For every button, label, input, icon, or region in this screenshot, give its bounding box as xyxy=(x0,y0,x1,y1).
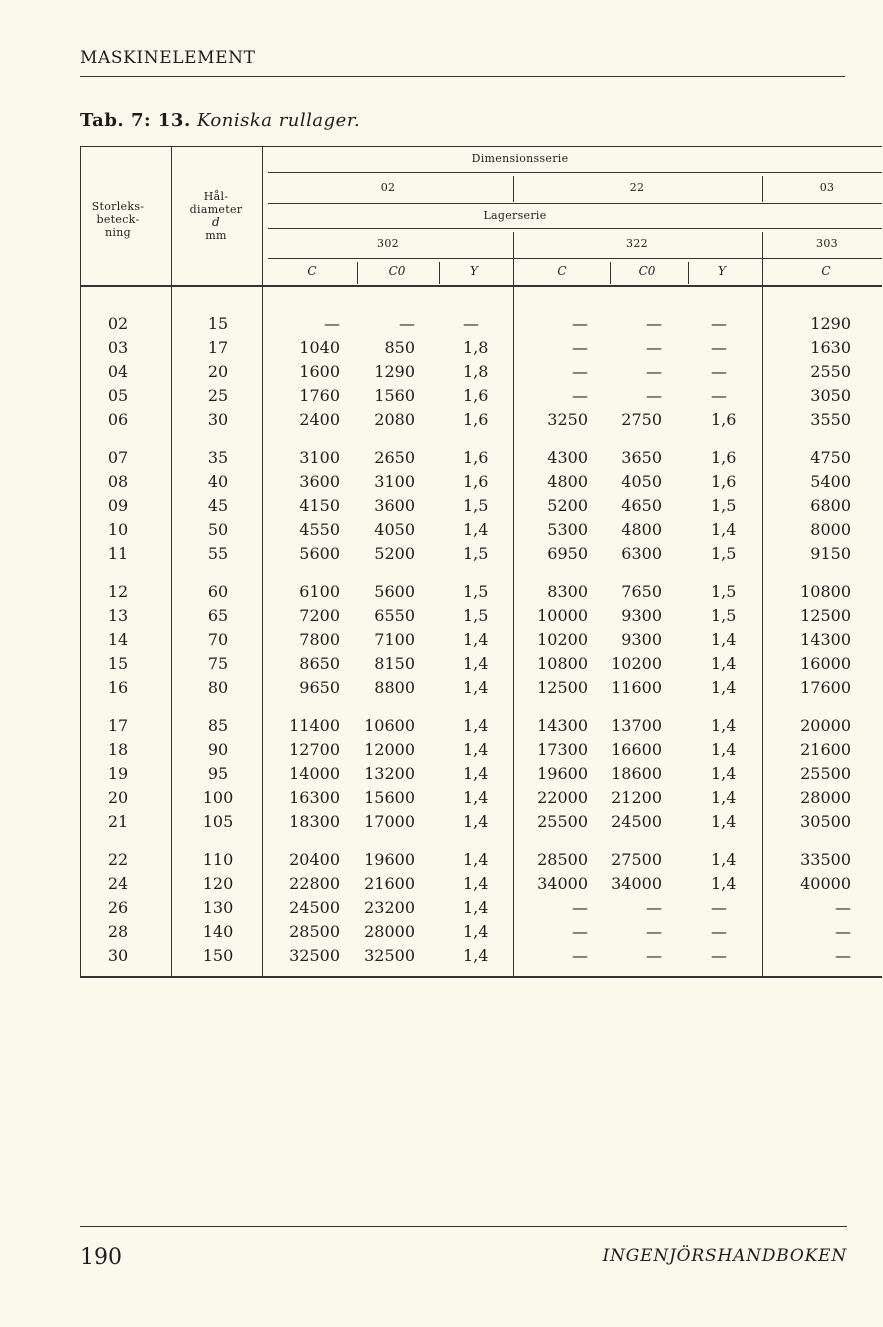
cell-c-303: 5400 xyxy=(810,472,851,491)
cell-y-322: — xyxy=(711,386,727,405)
dimension-series-03: 03 xyxy=(819,181,835,194)
dimension-series-heading: Dimensionsserie xyxy=(471,152,569,165)
cell-bore: 95 xyxy=(207,764,229,783)
footer-rule xyxy=(80,1226,847,1227)
cell-c-322: 17300 xyxy=(537,740,588,759)
cell-bore: 75 xyxy=(207,654,229,673)
cell-c-303: 12500 xyxy=(800,606,851,625)
cell-y-322: 1,5 xyxy=(711,606,737,625)
bearing-series-302: 302 xyxy=(377,237,399,250)
cell-y-302: 1,4 xyxy=(463,850,489,869)
cell-bore: 35 xyxy=(207,448,229,467)
rule-series-22-03 xyxy=(762,176,763,202)
cell-c-302: 12700 xyxy=(289,740,340,759)
cell-c0-322: 6300 xyxy=(621,544,662,563)
cell-c-303: 33500 xyxy=(800,850,851,869)
cell-size: 03 xyxy=(107,338,129,357)
cell-size: 13 xyxy=(107,606,129,625)
cell-c0-302: 1290 xyxy=(374,362,415,381)
cell-c0-322: — xyxy=(646,386,662,405)
cell-c-322: 5200 xyxy=(547,496,588,515)
cell-bore: 50 xyxy=(207,520,229,539)
cell-c0-322: 13700 xyxy=(611,716,662,735)
cell-y-322: 1,4 xyxy=(711,520,737,539)
cell-c0-322: 4800 xyxy=(621,520,662,539)
cell-c0-322: — xyxy=(646,922,662,941)
cell-c0-302: 7100 xyxy=(374,630,415,649)
rule-sub-c-c0-b xyxy=(610,262,611,284)
cell-c0-322: 9300 xyxy=(621,630,662,649)
cell-bore: 140 xyxy=(202,922,234,941)
cell-y-302: 1,4 xyxy=(463,520,489,539)
cell-y-302: 1,4 xyxy=(463,654,489,673)
cell-size: 20 xyxy=(107,788,129,807)
rule-sub-c0-y-b xyxy=(688,262,689,284)
sub-col-c-322: C xyxy=(557,264,567,278)
cell-y-302: 1,5 xyxy=(463,582,489,601)
cell-size: 07 xyxy=(107,448,129,467)
cell-c-322: 8300 xyxy=(547,582,588,601)
rule-below-bearing-label xyxy=(268,228,882,229)
cell-y-302: 1,4 xyxy=(463,764,489,783)
running-header: MASKINELEMENT xyxy=(80,48,256,68)
cell-c-322: 22000 xyxy=(537,788,588,807)
cell-y-302: 1,4 xyxy=(463,922,489,941)
cell-c0-302: 28000 xyxy=(364,922,415,941)
cell-c0-322: 18600 xyxy=(611,764,662,783)
cell-c0-322: 24500 xyxy=(611,812,662,831)
cell-y-322: 1,4 xyxy=(711,788,737,807)
rule-series-02-22 xyxy=(513,176,514,202)
cell-y-302: 1,8 xyxy=(463,338,489,357)
table-left-rule xyxy=(80,146,81,976)
cell-c-322: — xyxy=(572,338,588,357)
cell-y-322: 1,4 xyxy=(711,740,737,759)
cell-c-322: 6950 xyxy=(547,544,588,563)
cell-c0-322: 7650 xyxy=(621,582,662,601)
cell-c-303: 2550 xyxy=(810,362,851,381)
cell-c-302: 6100 xyxy=(299,582,340,601)
cell-size: 24 xyxy=(107,874,129,893)
cell-c-322: 10200 xyxy=(537,630,588,649)
cell-y-322: 1,5 xyxy=(711,544,737,563)
rule-below-dimension-series xyxy=(268,203,882,204)
cell-c0-302: 5200 xyxy=(374,544,415,563)
cell-c0-322: 27500 xyxy=(611,850,662,869)
cell-c-303: — xyxy=(835,946,851,965)
table-number: Tab. 7: 13. xyxy=(80,110,191,131)
cell-c-302: 2400 xyxy=(299,410,340,429)
rule-below-dimension-label xyxy=(268,172,882,173)
cell-c-302: 11400 xyxy=(289,716,340,735)
cell-c-302: 7800 xyxy=(299,630,340,649)
cell-c0-322: 9300 xyxy=(621,606,662,625)
cell-bore: 25 xyxy=(207,386,229,405)
cell-size: 02 xyxy=(107,314,129,333)
cell-bore: 120 xyxy=(202,874,234,893)
cell-y-322: — xyxy=(711,898,727,917)
cell-c-303: 4750 xyxy=(810,448,851,467)
cell-c-302: 18300 xyxy=(289,812,340,831)
cell-c-302: 1600 xyxy=(299,362,340,381)
cell-size: 05 xyxy=(107,386,129,405)
cell-c-303: 28000 xyxy=(800,788,851,807)
cell-c0-322: 16600 xyxy=(611,740,662,759)
cell-bore: 150 xyxy=(202,946,234,965)
dimension-series-22: 22 xyxy=(629,181,645,194)
cell-y-302: 1,6 xyxy=(463,448,489,467)
cell-size: 08 xyxy=(107,472,129,491)
cell-y-322: — xyxy=(711,314,727,333)
cell-c0-322: — xyxy=(646,898,662,917)
cell-c-303: — xyxy=(835,898,851,917)
cell-c0-302: 19600 xyxy=(364,850,415,869)
cell-c-322: 4800 xyxy=(547,472,588,491)
cell-size: 10 xyxy=(107,520,129,539)
bearing-series-322: 322 xyxy=(626,237,648,250)
cell-c-302: 7200 xyxy=(299,606,340,625)
cell-y-322: 1,6 xyxy=(711,448,737,467)
cell-c-322: 19600 xyxy=(537,764,588,783)
cell-c-322: 12500 xyxy=(537,678,588,697)
header-rule xyxy=(80,76,845,77)
cell-c-303: 40000 xyxy=(800,874,851,893)
cell-y-302: 1,4 xyxy=(463,946,489,965)
cell-c-302: 1040 xyxy=(299,338,340,357)
cell-c-302: 14000 xyxy=(289,764,340,783)
cell-c-322: 34000 xyxy=(537,874,588,893)
cell-y-322: 1,4 xyxy=(711,812,737,831)
cell-bore: 60 xyxy=(207,582,229,601)
cell-y-302: 1,4 xyxy=(463,898,489,917)
bearing-series-303: 303 xyxy=(816,237,838,250)
sub-col-y-322: Y xyxy=(718,264,726,278)
bearing-series-heading: Lagerserie xyxy=(483,209,547,222)
cell-c-303: 9150 xyxy=(810,544,851,563)
cell-size: 28 xyxy=(107,922,129,941)
cell-c-322: — xyxy=(572,922,588,941)
cell-size: 15 xyxy=(107,654,129,673)
cell-y-302: 1,4 xyxy=(463,740,489,759)
cell-bore: 30 xyxy=(207,410,229,429)
sub-col-c-302: C xyxy=(307,264,317,278)
cell-size: 18 xyxy=(107,740,129,759)
cell-bore: 70 xyxy=(207,630,229,649)
cell-c-302: 32500 xyxy=(289,946,340,965)
cell-y-322: — xyxy=(711,922,727,941)
cell-c0-302: 10600 xyxy=(364,716,415,735)
cell-y-322: 1,4 xyxy=(711,716,737,735)
cell-bore: 90 xyxy=(207,740,229,759)
cell-c-303: 8000 xyxy=(810,520,851,539)
cell-y-322: 1,5 xyxy=(711,582,737,601)
cell-size: 12 xyxy=(107,582,129,601)
cell-y-302: 1,4 xyxy=(463,630,489,649)
cell-c-303: 1290 xyxy=(810,314,851,333)
cell-c0-302: 6550 xyxy=(374,606,415,625)
cell-c0-302: 3600 xyxy=(374,496,415,515)
cell-y-302: 1,4 xyxy=(463,874,489,893)
cell-c0-302: 15600 xyxy=(364,788,415,807)
cell-c-322: 14300 xyxy=(537,716,588,735)
cell-bore: 40 xyxy=(207,472,229,491)
cell-c-302: 3600 xyxy=(299,472,340,491)
rule-series-02-22-low xyxy=(513,232,514,976)
cell-y-322: — xyxy=(711,946,727,965)
cell-size: 22 xyxy=(107,850,129,869)
cell-c0-322: 2750 xyxy=(621,410,662,429)
cell-c-322: 4300 xyxy=(547,448,588,467)
rule-series-22-03-low xyxy=(762,232,763,976)
cell-c-322: — xyxy=(572,946,588,965)
rule-size-bore xyxy=(171,146,172,976)
cell-size: 14 xyxy=(107,630,129,649)
cell-size: 06 xyxy=(107,410,129,429)
rule-sub-c0-y-a xyxy=(439,262,440,284)
cell-c-302: 1760 xyxy=(299,386,340,405)
cell-c0-302: 4050 xyxy=(374,520,415,539)
cell-size: 11 xyxy=(107,544,129,563)
cell-c-302: 22800 xyxy=(289,874,340,893)
cell-bore: 110 xyxy=(202,850,234,869)
cell-c-303: 10800 xyxy=(800,582,851,601)
col-bore-heading: Hål- diameter d mm xyxy=(189,190,243,242)
sub-col-c-303: C xyxy=(821,264,831,278)
cell-y-302: 1,4 xyxy=(463,788,489,807)
cell-c-303: 30500 xyxy=(800,812,851,831)
cell-c-303: 20000 xyxy=(800,716,851,735)
cell-c0-322: — xyxy=(646,314,662,333)
cell-bore: 85 xyxy=(207,716,229,735)
cell-y-322: 1,6 xyxy=(711,472,737,491)
cell-bore: 20 xyxy=(207,362,229,381)
cell-c0-302: 13200 xyxy=(364,764,415,783)
cell-y-322: 1,4 xyxy=(711,678,737,697)
cell-bore: 15 xyxy=(207,314,229,333)
cell-c-322: 10000 xyxy=(537,606,588,625)
cell-c0-302: 32500 xyxy=(364,946,415,965)
cell-size: 21 xyxy=(107,812,129,831)
cell-c-302: 4550 xyxy=(299,520,340,539)
cell-c0-322: 11600 xyxy=(611,678,662,697)
cell-y-322: 1,4 xyxy=(711,654,737,673)
cell-c-322: 28500 xyxy=(537,850,588,869)
cell-c-303: — xyxy=(835,922,851,941)
cell-size: 19 xyxy=(107,764,129,783)
cell-c-302: 20400 xyxy=(289,850,340,869)
cell-size: 30 xyxy=(107,946,129,965)
cell-bore: 65 xyxy=(207,606,229,625)
cell-c-303: 3550 xyxy=(810,410,851,429)
cell-c0-302: 2650 xyxy=(374,448,415,467)
cell-c-322: — xyxy=(572,386,588,405)
cell-c-302: 5600 xyxy=(299,544,340,563)
cell-c-303: 21600 xyxy=(800,740,851,759)
cell-y-302: 1,5 xyxy=(463,496,489,515)
cell-y-322: 1,4 xyxy=(711,764,737,783)
sub-col-c0-302: C0 xyxy=(388,264,406,278)
cell-c0-302: 17000 xyxy=(364,812,415,831)
dimension-series-02: 02 xyxy=(380,181,396,194)
cell-y-322: 1,6 xyxy=(711,410,737,429)
cell-y-322: — xyxy=(711,362,727,381)
cell-c0-302: 5600 xyxy=(374,582,415,601)
table-top-rule xyxy=(80,146,882,147)
cell-c0-302: 12000 xyxy=(364,740,415,759)
cell-c0-322: 4650 xyxy=(621,496,662,515)
cell-c-302: 24500 xyxy=(289,898,340,917)
table-caption xyxy=(80,110,360,131)
cell-y-302: 1,4 xyxy=(463,678,489,697)
cell-c0-302: 8150 xyxy=(374,654,415,673)
page-number: 190 xyxy=(80,1245,122,1270)
cell-bore: 55 xyxy=(207,544,229,563)
cell-c0-322: 34000 xyxy=(611,874,662,893)
cell-c0-322: — xyxy=(646,338,662,357)
cell-c-302: — xyxy=(324,314,340,333)
cell-c-303: 3050 xyxy=(810,386,851,405)
cell-size: 26 xyxy=(107,898,129,917)
cell-y-322: 1,4 xyxy=(711,630,737,649)
cell-bore: 80 xyxy=(207,678,229,697)
cell-c-322: — xyxy=(572,362,588,381)
cell-c-303: 25500 xyxy=(800,764,851,783)
cell-c0-322: 4050 xyxy=(621,472,662,491)
cell-y-322: — xyxy=(711,338,727,357)
cell-y-302: 1,8 xyxy=(463,362,489,381)
cell-c0-302: 8800 xyxy=(374,678,415,697)
cell-c0-302: 23200 xyxy=(364,898,415,917)
cell-bore: 130 xyxy=(202,898,234,917)
cell-y-302: 1,5 xyxy=(463,544,489,563)
cell-c-302: 4150 xyxy=(299,496,340,515)
cell-c-303: 16000 xyxy=(800,654,851,673)
cell-bore: 105 xyxy=(202,812,234,831)
cell-y-302: 1,6 xyxy=(463,386,489,405)
cell-c0-302: 21600 xyxy=(364,874,415,893)
cell-bore: 17 xyxy=(207,338,229,357)
cell-bore: 100 xyxy=(202,788,234,807)
cell-y-322: 1,4 xyxy=(711,850,737,869)
cell-c-322: 3250 xyxy=(547,410,588,429)
cell-c0-302: 1560 xyxy=(374,386,415,405)
rule-bore-data xyxy=(262,146,263,976)
cell-c-302: 9650 xyxy=(299,678,340,697)
cell-y-302: 1,4 xyxy=(463,716,489,735)
cell-c0-302: 850 xyxy=(384,338,415,357)
rule-sub-c-c0-a xyxy=(357,262,358,284)
sub-col-c0-322: C0 xyxy=(638,264,656,278)
cell-c0-302: 2080 xyxy=(374,410,415,429)
cell-c0-322: 21200 xyxy=(611,788,662,807)
cell-c0-322: — xyxy=(646,946,662,965)
sub-col-y-302: Y xyxy=(470,264,478,278)
cell-c0-322: 10200 xyxy=(611,654,662,673)
cell-c-302: 16300 xyxy=(289,788,340,807)
cell-y-302: 1,6 xyxy=(463,472,489,491)
cell-size: 16 xyxy=(107,678,129,697)
cell-c-303: 17600 xyxy=(800,678,851,697)
cell-c-322: — xyxy=(572,898,588,917)
book-title: INGENJÖRSHANDBOKEN xyxy=(602,1246,847,1266)
cell-y-302: 1,4 xyxy=(463,812,489,831)
cell-y-302: 1,6 xyxy=(463,410,489,429)
cell-c-302: 3100 xyxy=(299,448,340,467)
cell-c-303: 14300 xyxy=(800,630,851,649)
cell-y-322: 1,5 xyxy=(711,496,737,515)
cell-c-303: 1630 xyxy=(810,338,851,357)
cell-y-302: 1,5 xyxy=(463,606,489,625)
cell-c-302: 8650 xyxy=(299,654,340,673)
cell-c-322: 10800 xyxy=(537,654,588,673)
cell-y-322: 1,4 xyxy=(711,874,737,893)
cell-bore: 45 xyxy=(207,496,229,515)
cell-c0-322: — xyxy=(646,362,662,381)
table-bottom-rule xyxy=(80,976,882,978)
col-size-heading: Storleks- beteck- ning xyxy=(91,200,145,239)
cell-c-302: 28500 xyxy=(289,922,340,941)
cell-size: 04 xyxy=(107,362,129,381)
cell-size: 17 xyxy=(107,716,129,735)
cell-y-302: — xyxy=(463,314,479,333)
cell-c-322: 25500 xyxy=(537,812,588,831)
rule-below-bearing-series xyxy=(268,258,882,259)
table-title: Koniska rullager. xyxy=(196,110,361,131)
cell-c-322: 5300 xyxy=(547,520,588,539)
cell-c0-302: — xyxy=(399,314,415,333)
cell-size: 09 xyxy=(107,496,129,515)
cell-c0-302: 3100 xyxy=(374,472,415,491)
cell-c-303: 6800 xyxy=(810,496,851,515)
cell-c-322: — xyxy=(572,314,588,333)
cell-c0-322: 3650 xyxy=(621,448,662,467)
